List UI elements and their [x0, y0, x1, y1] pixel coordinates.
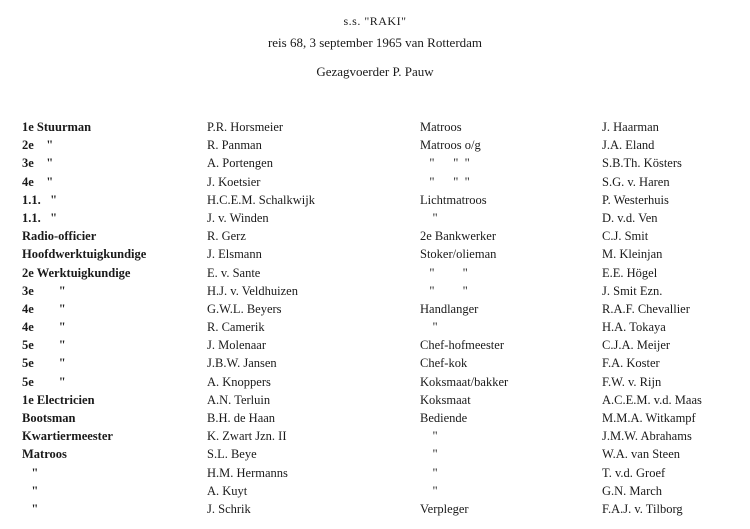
crew-name: K. Zwart Jzn. II: [207, 429, 287, 444]
crew-name: R. Gerz: [207, 229, 246, 244]
crew-name: C.J. Smit: [602, 229, 649, 244]
crew-name: S.L. Beye: [207, 447, 257, 462]
crew-rank: Matroos: [22, 447, 67, 462]
crew-name: J.B.W. Jansen: [207, 356, 277, 371]
crew-name: C.J.A. Meijer: [602, 338, 671, 353]
crew-rank: Matroos: [420, 120, 462, 134]
crew-name: H.M. Hermanns: [207, 465, 288, 480]
voyage-line: reis 68, 3 september 1965 van Rotterdam: [267, 35, 483, 50]
crew-rank: ": [420, 465, 438, 480]
crew-rank: ": [420, 429, 438, 444]
crew-rank: Chef-hofmeester: [420, 338, 504, 353]
crew-rank: Radio-officier: [22, 229, 97, 244]
crew-rank: " " ": [420, 174, 470, 189]
crew-rank: ": [22, 465, 39, 480]
crew-rank: 4e ": [22, 320, 66, 335]
crew-rank: Chef-kok: [420, 356, 468, 371]
crew-name: A. Portengen: [207, 156, 273, 171]
crew-name: J. Elsmann: [207, 247, 262, 262]
crew-name: G.W.L. Beyers: [207, 301, 282, 316]
crew-name: P.R. Horsmeier: [207, 120, 284, 134]
right-names-column: [602, 118, 702, 518]
crew-name: J.M.W. Abrahams: [602, 429, 692, 444]
crew-rank: 1e Stuurman: [22, 120, 92, 134]
crew-rank: 1.1. ": [22, 192, 58, 207]
crew-rank: Verpleger: [420, 501, 469, 516]
crew-rank: Koksmaat/bakker: [420, 374, 509, 389]
crew-name: F.W. v. Rijn: [602, 374, 662, 389]
crew-name: M. Kleinjan: [602, 247, 663, 262]
crew-rank: " " ": [420, 156, 470, 171]
crew-rank: Matroos o/g: [420, 138, 481, 153]
crew-rank: 5e ": [22, 338, 66, 353]
crew-rank: 2e Werktuigkundige: [22, 265, 131, 280]
ship-name: s.s. "RAKI": [343, 14, 407, 28]
crew-name: R. Panman: [207, 138, 262, 153]
crew-name: H.A. Tokaya: [602, 320, 666, 335]
crew-rank: 5e ": [22, 374, 66, 389]
crew-name: T. v.d. Groef: [602, 465, 666, 480]
crew-rank: ": [420, 483, 438, 498]
right-ranks-column: [420, 118, 508, 518]
crew-rank: 3e ": [22, 283, 66, 298]
crew-name: H.C.E.M. Schalkwijk: [207, 192, 315, 207]
crew-name: J. Schrik: [207, 501, 251, 516]
crew-name: R. Camerik: [207, 320, 265, 335]
crew-rank: Kwartiermeester: [22, 429, 113, 444]
crew-rank: ": [22, 501, 39, 516]
crew-name: M.M.A. Witkampf: [602, 411, 696, 425]
crew-name: G.N. March: [602, 483, 663, 498]
crew-rank: ": [420, 210, 438, 225]
left-ranks-column: [22, 118, 146, 518]
crew-rank: " ": [420, 265, 468, 280]
crew-rank: Koksmaat: [420, 392, 471, 407]
crew-name: J. Koetsier: [207, 174, 261, 189]
crew-rank: 1e Electricien: [22, 392, 95, 407]
crew-rank: 4e ": [22, 301, 66, 316]
crew-rank: 3e ": [22, 156, 54, 171]
crew-name: S.B.Th. Kösters: [602, 156, 682, 171]
crew-name: J.A. Eland: [602, 138, 655, 153]
crew-name: D. v.d. Ven: [602, 210, 658, 225]
crew-rank: 2e Bankwerker: [420, 229, 497, 244]
left-names-column: [207, 118, 315, 518]
crew-name: J. Haarman: [602, 120, 659, 134]
crew-name: J. Smit Ezn.: [602, 283, 663, 298]
crew-rank: 4e ": [22, 174, 54, 189]
crew-name: F.A. Koster: [602, 356, 660, 371]
crew-name: J. v. Winden: [207, 210, 269, 225]
crew-rank: ": [22, 483, 39, 498]
crew-rank: 2e ": [22, 138, 54, 153]
crew-name: B.H. de Haan: [207, 411, 276, 425]
crew-rank: Bootsman: [22, 411, 76, 425]
crew-rank: Hoofdwerktuigkundige: [22, 247, 147, 262]
crew-rank: 1.1. ": [22, 210, 58, 225]
crew-rank: ": [420, 320, 438, 335]
crew-name: S.G. v. Haren: [602, 174, 670, 189]
crew-name: R.A.F. Chevallier: [602, 301, 690, 316]
crew-rank: Bediende: [420, 411, 468, 425]
crew-name: A.N. Terluin: [207, 392, 271, 407]
crew-rank: 5e ": [22, 356, 66, 371]
crew-name: H.J. v. Veldhuizen: [207, 283, 298, 298]
crew-rank: ": [420, 447, 438, 462]
crew-name: J. Molenaar: [207, 338, 267, 353]
crew-name: A. Kuyt: [207, 483, 248, 498]
crew-rank: Handlanger: [420, 301, 479, 316]
crew-name: A. Knoppers: [207, 374, 271, 389]
crew-rank: Lichtmatroos: [420, 192, 487, 207]
crew-name: W.A. van Steen: [602, 447, 680, 462]
captain-line: Gezagvoerder P. Pauw: [316, 64, 434, 79]
crew-name: P. Westerhuis: [602, 192, 669, 207]
crew-name: F.A.J. v. Tilborg: [602, 501, 683, 516]
crew-rank: " ": [420, 283, 468, 298]
crew-rank: Stoker/olieman: [420, 247, 497, 262]
crew-name: E. v. Sante: [207, 265, 261, 280]
crew-name: E.E. Högel: [602, 265, 658, 280]
crew-name: A.C.E.M. v.d. Maas: [602, 392, 702, 407]
